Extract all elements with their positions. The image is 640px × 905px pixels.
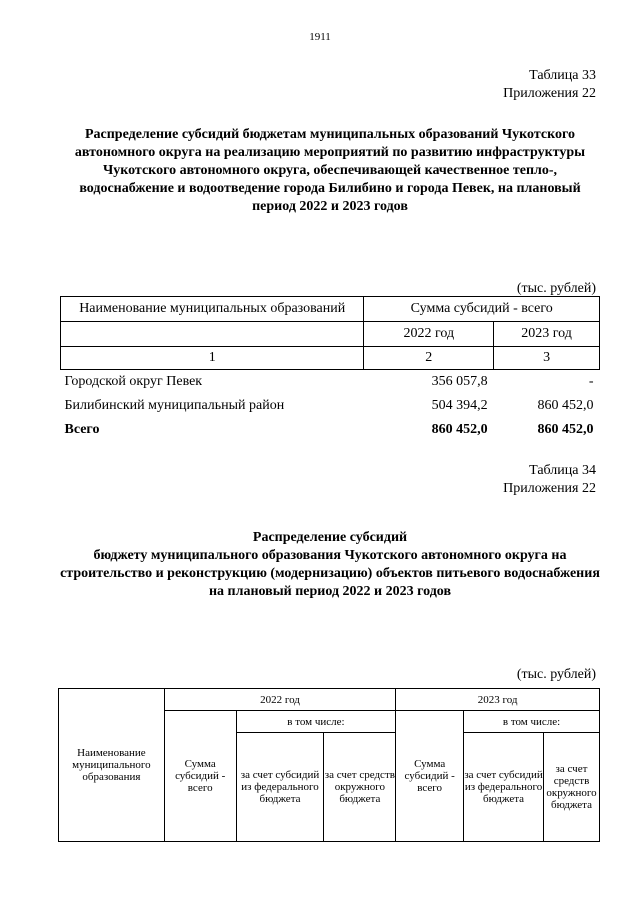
table33-reference xyxy=(503,67,596,103)
table34-title xyxy=(60,529,600,601)
table33-colnum: 3 xyxy=(494,347,600,370)
table33-header-sum: Сумма субсидий - всего xyxy=(364,297,600,322)
table33-ref-appendix: Приложения 22 xyxy=(503,86,596,101)
table34-ref-appendix: Приложения 22 xyxy=(503,481,596,496)
row-name: Всего xyxy=(64,422,100,437)
table34-header-fed2: за счет субсидий из федерального бюджета xyxy=(464,733,544,842)
table33-header-blank xyxy=(61,322,364,347)
table33-header-year2: 2023 год xyxy=(494,322,600,347)
table34-ref-table: Таблица 34 xyxy=(529,463,596,478)
table33 xyxy=(60,296,600,442)
row-value-2023: 860 452,0 xyxy=(537,422,594,437)
table34-header-sum1: Сумма субсидий - всего xyxy=(164,711,236,842)
table34-title-line1: Распределение субсидий xyxy=(252,530,408,545)
table34-header-okr1: за счет средств окружного бюджета xyxy=(324,733,396,842)
table34-header-name: Наименование муниципального образования xyxy=(59,689,165,842)
table34-unit: (тыс. рублей) xyxy=(516,667,596,682)
table34 xyxy=(58,688,600,842)
row-value-2022: 860 452,0 xyxy=(431,422,488,437)
table34-title-rest: бюджету муниципального образования Чукотского автономного округа на строительство и реконструкцию (модернизацию) объектов питьевого водоснабжения на плановый период 2022 и 2023 годов xyxy=(60,548,600,599)
table33-colnum: 2 xyxy=(364,347,494,370)
table33-colnum: 1 xyxy=(61,347,364,370)
row-value-2023: - xyxy=(588,374,594,389)
table-row xyxy=(61,370,600,395)
table34-header-okr2: за счет средств окружного бюджета xyxy=(543,733,599,842)
table33-unit: (тыс. рублей) xyxy=(516,281,596,296)
table34-reference xyxy=(503,462,596,498)
table33-header-name: Наименование муниципальных образований xyxy=(61,297,364,322)
table33-title: Распределение субсидий бюджетам муниципальных образований Чукотского автономного округа на реализацию мероприятий по развитию инфраструктуры Чукотского автономного округа, обеспечивающей качественное тепло-, водоснабжение и водоотведение города Билибино и города Певек, на плановый период 2022 и 2023 годов xyxy=(74,127,586,214)
row-name: Билибинский муниципальный район xyxy=(64,398,285,413)
row-name: Городской округ Певек xyxy=(64,374,203,389)
table-row xyxy=(61,394,600,418)
table33-ref-table: Таблица 33 xyxy=(529,68,596,83)
table33-header-year1: 2022 год xyxy=(364,322,494,347)
row-value-2022: 356 057,8 xyxy=(431,374,488,389)
table34-header-fed1: за счет субсидий из федерального бюджета xyxy=(236,733,324,842)
row-value-2023: 860 452,0 xyxy=(537,398,594,413)
row-value-2022: 504 394,2 xyxy=(431,398,488,413)
table34-header-incl2: в том числе: xyxy=(464,711,600,733)
table-row-total xyxy=(61,418,600,442)
table34-header-year1: 2022 год xyxy=(164,689,395,711)
table34-header-sum2: Сумма субсидий - всего xyxy=(396,711,464,842)
page-number: 1911 xyxy=(309,31,331,43)
table34-header-year2: 2023 год xyxy=(396,689,600,711)
table34-header-incl1: в том числе: xyxy=(236,711,396,733)
